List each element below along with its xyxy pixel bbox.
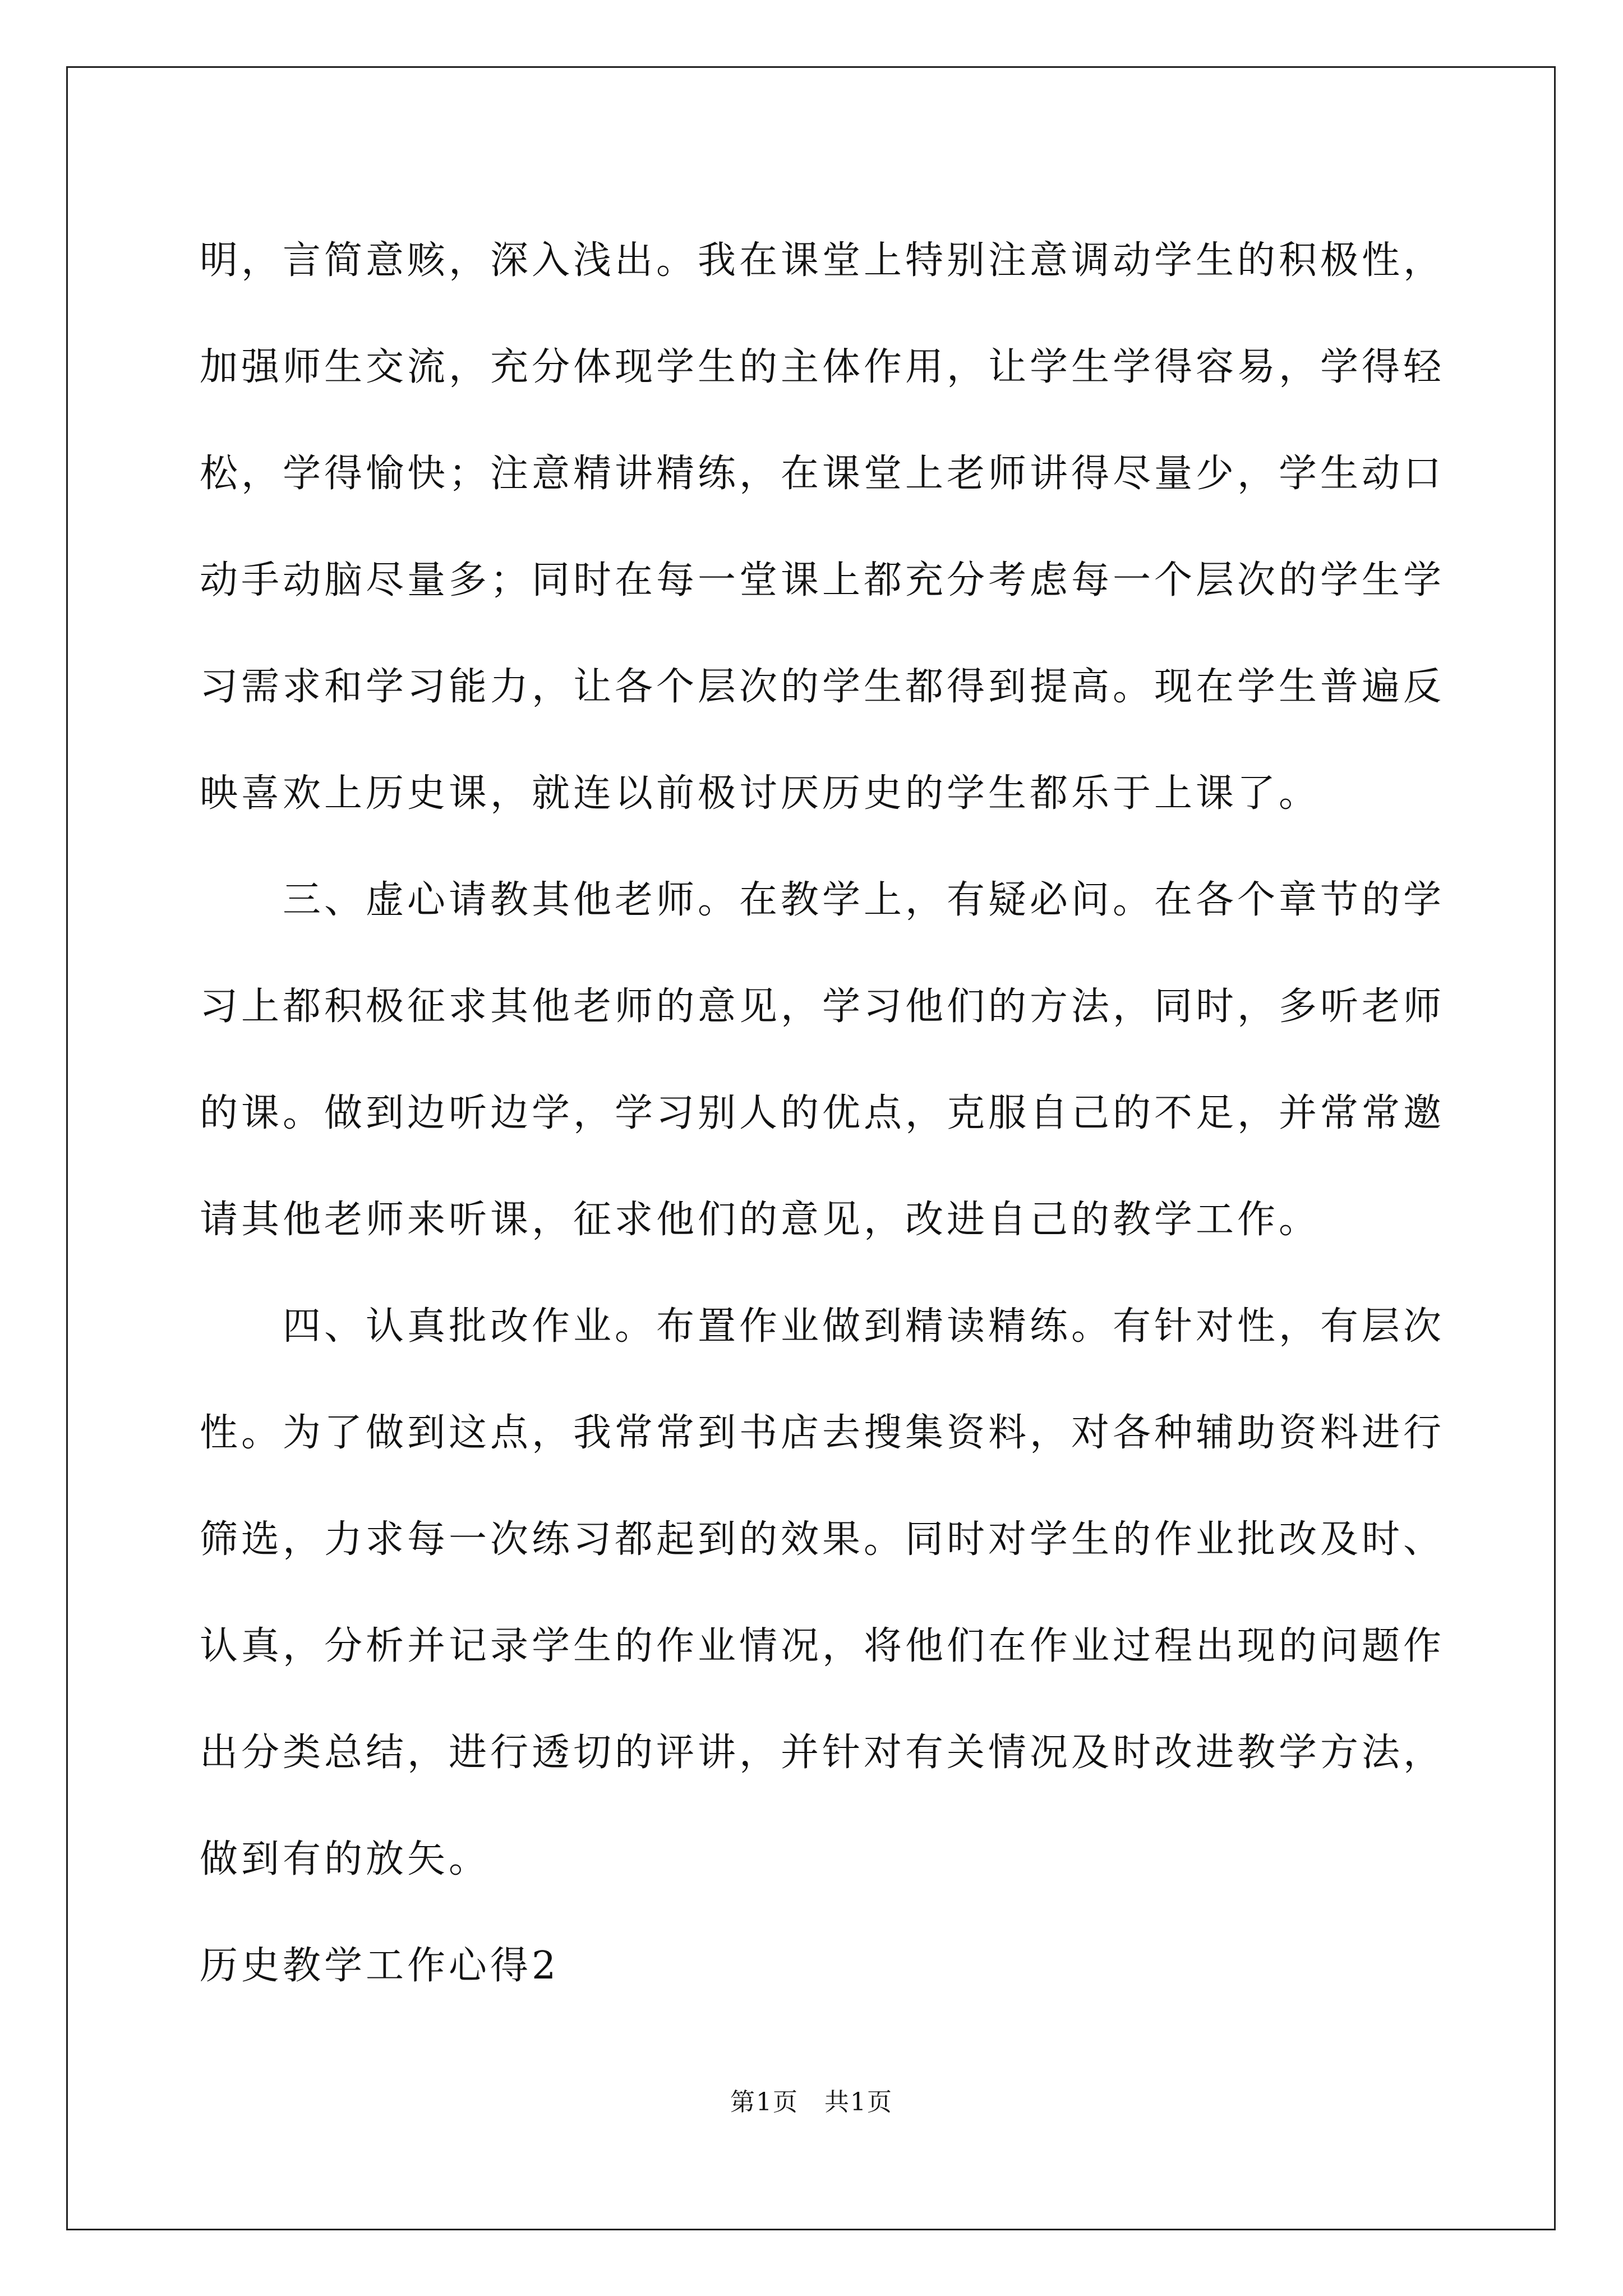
text-line: 明，言简意赅，深入浅出。我在课堂上特别注意调动学生的积极性， [200, 238, 1445, 283]
text-line: 习需求和学习能力，让各个层次的学生都得到提高。现在学生普遍反 [200, 665, 1445, 709]
text-line: 加强师生交流，充分体现学生的主体作用，让学生学得容易，学得轻 [200, 345, 1445, 389]
text-line: 的课。做到边听边学，学习别人的优点，克服自己的不足，并常常邀 [200, 1091, 1445, 1135]
text-line: 松，学得愉快；注意精讲精练，在课堂上老师讲得尽量少，学生动口 [200, 452, 1445, 496]
text-line: 习上都积极征求其他老师的意见，学习他们的方法，同时，多听老师 [200, 984, 1445, 1029]
paragraph-start-line: 三、虚心请教其他老师。在教学上，有疑必问。在各个章节的学 [283, 878, 1445, 922]
text-line: 动手动脑尽量多；同时在每一堂课上都充分考虑每一个层次的学生学 [200, 558, 1445, 602]
text-line: 出分类总结，进行透切的评讲，并针对有关情况及时改进教学方法， [200, 1731, 1445, 1775]
document-body [200, 208, 1445, 2019]
page-footer: 第1页 共1页 [730, 2088, 893, 2116]
text-line: 请其他老师来听课，征求他们的意见，改进自己的教学工作。 [200, 1198, 1321, 1242]
text-line: 映喜欢上历史课，就连以前极讨厌历史的学生都乐于上课了。 [200, 771, 1321, 816]
text-line: 性。为了做到这点，我常常到书店去搜集资料，对各种辅助资料进行 [200, 1411, 1445, 1455]
section-heading: 历史教学工作心得2 [200, 1944, 560, 1988]
text-line: 认真，分析并记录学生的作业情况，将他们在作业过程出现的问题作 [200, 1624, 1445, 1668]
paragraph-start-line: 四、认真批改作业。布置作业做到精读精练。有针对性，有层次 [283, 1304, 1445, 1349]
text-line: 筛选，力求每一次练习都起到的效果。同时对学生的作业批改及时、 [200, 1517, 1445, 1562]
text-line: 做到有的放矢。 [200, 1837, 491, 1881]
